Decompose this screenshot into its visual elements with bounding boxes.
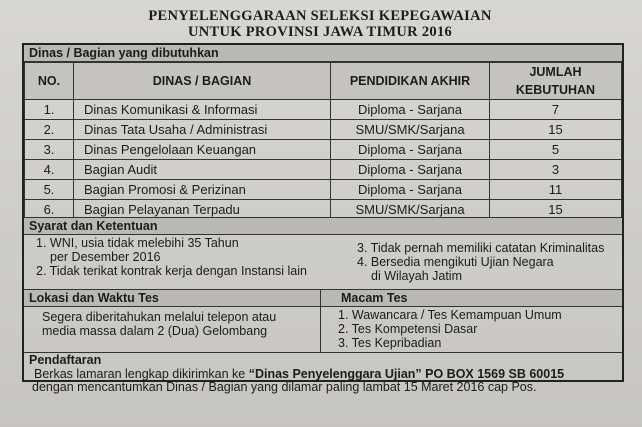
row-pendidikan: SMU/SMK/Sarjana bbox=[331, 120, 490, 140]
ad-title-line-2: UNTUK PROVINSI JAWA TIMUR 2016 bbox=[187, 24, 453, 40]
macam-item-1: 1. Wawancara / Tes Kemampuan Umum bbox=[338, 308, 562, 322]
table-row bbox=[25, 180, 622, 200]
pendaftaran-address: “Dinas Penyelenggara Ujian” PO BOX 1569 SB 60015 bbox=[248, 367, 565, 381]
row-jumlah: 11 bbox=[490, 180, 622, 200]
row-jumlah: 3 bbox=[490, 160, 622, 180]
row-dinas: Dinas Pengelolaan Keuangan bbox=[74, 140, 331, 160]
pendaftaran-line-1-text: Berkas lamaran lengkap dikirimkan ke bbox=[34, 367, 249, 381]
divider-vertical bbox=[320, 290, 321, 352]
table-header-row bbox=[25, 63, 622, 100]
dinas-table bbox=[24, 62, 622, 220]
header-jumlah: JUMLAH KEBUTUHAN bbox=[490, 63, 622, 100]
section-macam-heading: Macam Tes bbox=[321, 290, 622, 307]
header-no: NO. bbox=[25, 63, 74, 100]
ad-frame bbox=[22, 43, 624, 382]
row-dinas: Dinas Tata Usaha / Administrasi bbox=[74, 120, 331, 140]
row-no: 5. bbox=[25, 180, 74, 200]
syarat-item-4: 4. Bersedia mengikuti Ujian Negara bbox=[357, 255, 554, 269]
ad-title-line-1: PENYELENGGARAAN SELEKSI KEPEGAWAIAN bbox=[148, 8, 492, 24]
row-no: 1. bbox=[25, 100, 74, 120]
row-jumlah: 5 bbox=[490, 140, 622, 160]
section-lokasi-heading: Lokasi dan Waktu Tes bbox=[24, 290, 325, 307]
row-jumlah: 15 bbox=[490, 120, 622, 140]
syarat-item-1: 1. WNI, usia tidak melebihi 35 Tahun bbox=[36, 236, 239, 250]
row-pendidikan: Diploma - Sarjana bbox=[331, 100, 490, 120]
header-dinas: DINAS / BAGIAN bbox=[74, 63, 331, 100]
row-pendidikan: Diploma - Sarjana bbox=[331, 160, 490, 180]
syarat-item-1-cont: per Desember 2016 bbox=[50, 250, 161, 264]
macam-item-2: 2. Tes Kompetensi Dasar bbox=[338, 322, 478, 336]
section-syarat-heading: Syarat dan Ketentuan bbox=[24, 217, 622, 235]
lokasi-line-1: Segera diberitahukan melalui telepon atau bbox=[42, 310, 277, 324]
section-dinas-heading: Dinas / Bagian yang dibutuhkan bbox=[24, 45, 622, 62]
syarat-item-2: 2. Tidak terikat kontrak kerja dengan Instansi lain bbox=[36, 264, 307, 278]
syarat-item-3: 3. Tidak pernah memiliki catatan Kriminalitas bbox=[357, 241, 605, 255]
table-row bbox=[25, 120, 622, 140]
header-pendidikan: PENDIDIKAN AKHIR bbox=[331, 63, 490, 100]
row-jumlah: 15 bbox=[490, 200, 622, 220]
lokasi-line-2: media massa dalam 2 (Dua) Gelombang bbox=[42, 324, 268, 338]
row-pendidikan: SMU/SMK/Sarjana bbox=[331, 200, 490, 220]
syarat-item-4-cont: di Wilayah Jatim bbox=[371, 269, 462, 283]
row-dinas: Bagian Pelayanan Terpadu bbox=[74, 200, 331, 220]
row-dinas: Bagian Promosi & Perizinan bbox=[74, 180, 331, 200]
row-pendidikan: Diploma - Sarjana bbox=[331, 180, 490, 200]
ad-title bbox=[20, 8, 620, 40]
row-dinas: Dinas Komunikasi & Informasi bbox=[74, 100, 331, 120]
section-pendaftaran-heading: Pendaftaran bbox=[29, 353, 102, 367]
table-row bbox=[25, 160, 622, 180]
row-jumlah: 7 bbox=[490, 100, 622, 120]
row-pendidikan: Diploma - Sarjana bbox=[331, 140, 490, 160]
pendaftaran-line-2: dengan mencantumkan Dinas / Bagian yang dilamar paling lambat 15 Maret 2016 cap Pos. bbox=[32, 380, 537, 394]
row-no: 2. bbox=[25, 120, 74, 140]
table-row bbox=[25, 140, 622, 160]
macam-item-3: 3. Tes Kepribadian bbox=[338, 336, 442, 350]
row-no: 3. bbox=[25, 140, 74, 160]
row-no: 4. bbox=[25, 160, 74, 180]
table-row bbox=[25, 100, 622, 120]
row-dinas: Bagian Audit bbox=[74, 160, 331, 180]
row-no: 6. bbox=[25, 200, 74, 220]
pendaftaran-line-1 bbox=[34, 367, 564, 381]
